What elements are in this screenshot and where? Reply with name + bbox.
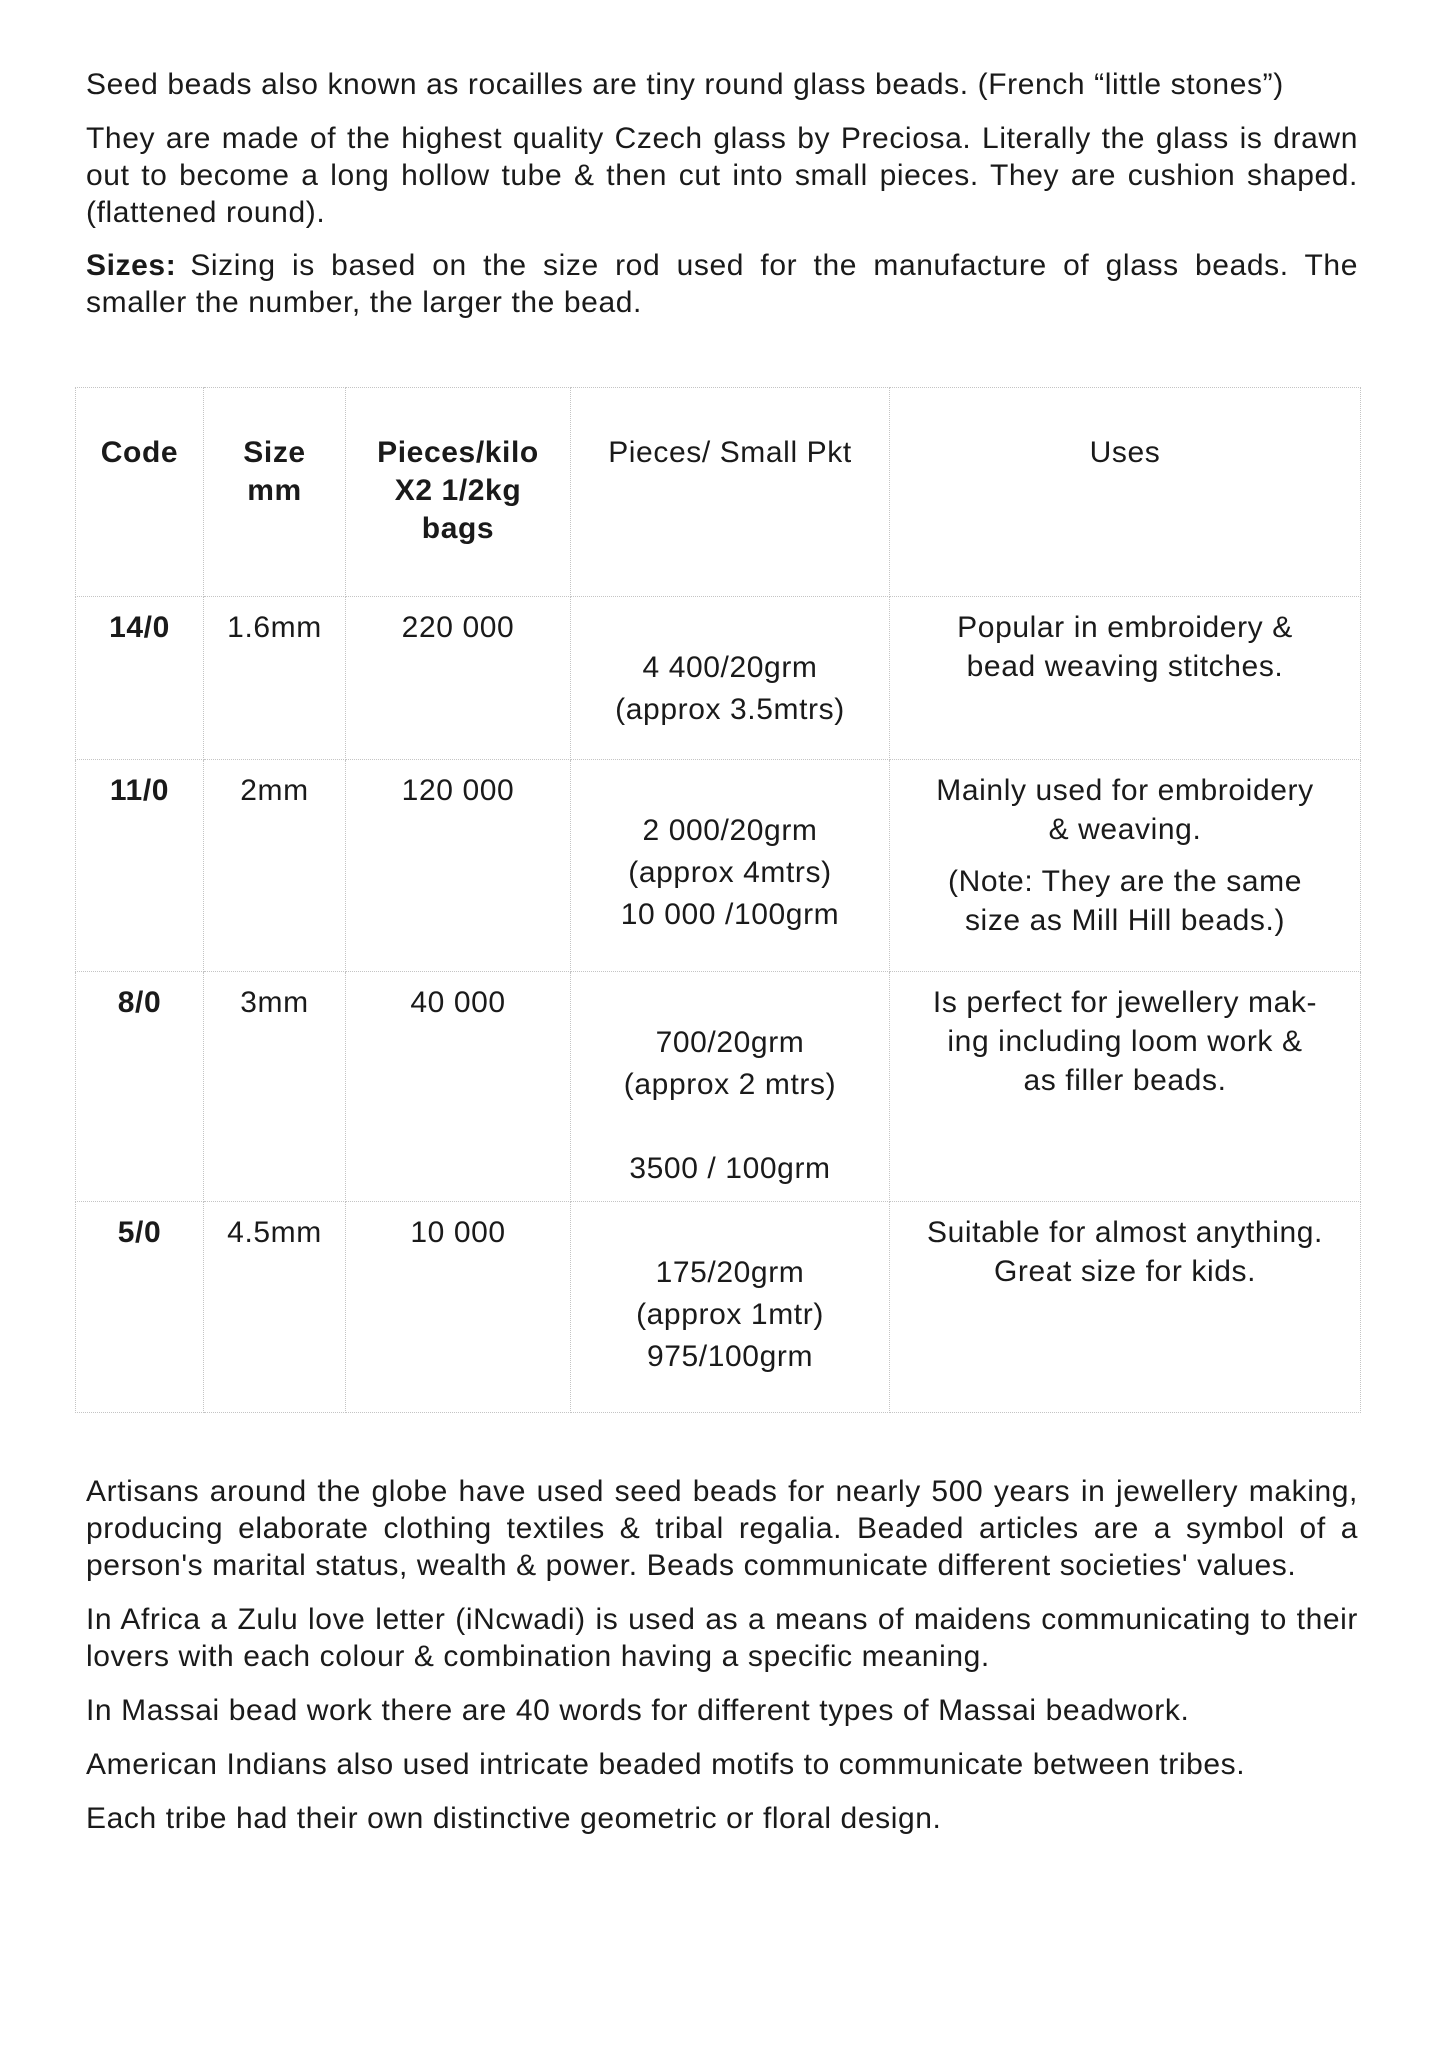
uses-line: size as Mill Hill beads.) [964, 904, 1286, 937]
pkt-line: 3500 / 100grm [629, 1152, 831, 1185]
intro-paragraph-1: Seed beads also known as rocailles are tiny round glass beads. (French “little stones”) [86, 68, 1284, 101]
size-cell: 1.6mm [204, 597, 346, 760]
uses-cell [890, 760, 1361, 972]
pkt-line: 700/20grm [655, 1026, 805, 1059]
code-cell: 8/0 [76, 972, 204, 1202]
pkt-line: (approx 2 mtrs) [623, 1068, 837, 1101]
table-row [76, 760, 1361, 972]
small-pkt-cell [571, 972, 890, 1202]
uses-line: as filler beads. [1023, 1064, 1227, 1097]
column-header-pieces-kilo [346, 388, 571, 597]
size-cell: 2mm [204, 760, 346, 972]
sizes-paragraph [86, 247, 1358, 321]
small-pkt-cell [571, 760, 890, 972]
uses-line: Is perfect for jewellery mak- [932, 986, 1318, 1019]
pkt-line: 4 400/20grm [642, 651, 818, 684]
column-header-small-pkt: Pieces/ Small Pkt [571, 388, 890, 597]
column-header-pieces-kilo-line2: X2 1/2kg [394, 474, 522, 507]
uses-line: & weaving. [1048, 813, 1202, 846]
table-row [76, 597, 1361, 760]
size-cell: 4.5mm [204, 1202, 346, 1413]
uses-line: ing including loom work & [947, 1025, 1303, 1058]
pkt-line: 975/100grm [646, 1340, 814, 1373]
pieces-kilo-cell: 220 000 [346, 597, 571, 760]
column-header-size-line1: Size [243, 436, 306, 469]
small-pkt-cell [571, 597, 890, 760]
outro-paragraph-4: American Indians also used intricate beaded motifs to communicate between tribes. [86, 1748, 1246, 1781]
uses-cell [890, 972, 1361, 1202]
sizes-text: Sizing is based on the size rod used for the manufacture of glass beads. The smaller the number, the larger the bead. [86, 249, 1358, 319]
column-header-uses: Uses [890, 388, 1361, 597]
column-header-size-line2: mm [247, 474, 302, 507]
column-header-pieces-kilo-line3: bags [421, 512, 495, 545]
uses-line: bead weaving stitches. [966, 650, 1284, 683]
pkt-line: 175/20grm [655, 1256, 805, 1289]
pkt-line: (approx 1mtr) [636, 1298, 824, 1331]
bead-sizes-table [75, 387, 1361, 1413]
uses-cell [890, 1202, 1361, 1413]
uses-line: Mainly used for embroidery [936, 774, 1314, 807]
pkt-line: 2 000/20grm [642, 814, 818, 847]
intro-paragraph-2: They are made of the highest quality Czech glass by Preciosa. Literally the glass is drawn out to become a long hollow tube & then cut into small pieces. They are cushion shaped. (flattened round). [86, 122, 1358, 229]
column-header-pieces-kilo-line1: Pieces/kilo [377, 436, 539, 469]
outro-paragraph-5: Each tribe had their own distinctive geometric or floral design. [86, 1802, 942, 1835]
outro-paragraph-3: In Massai bead work there are 40 words for different types of Massai beadwork. [86, 1694, 1190, 1727]
uses-line: Suitable for almost anything. [927, 1216, 1323, 1249]
uses-cell [890, 597, 1361, 760]
sizes-label: Sizes: [86, 249, 177, 282]
code-cell: 11/0 [76, 760, 204, 972]
pkt-line: (approx 3.5mtrs) [615, 693, 845, 726]
table-row [76, 972, 1361, 1202]
pkt-line: (approx 4mtrs) [628, 856, 832, 889]
pieces-kilo-cell: 40 000 [346, 972, 571, 1202]
uses-line: Popular in embroidery & [957, 611, 1293, 644]
pieces-kilo-cell: 120 000 [346, 760, 571, 972]
uses-line: (Note: They are the same [947, 865, 1302, 898]
pkt-line: 10 000 /100grm [620, 898, 840, 931]
table-row [76, 1202, 1361, 1413]
table-header-row [76, 388, 1361, 597]
outro-paragraph-1: Artisans around the globe have used seed beads for nearly 500 years in jewellery making, producing elaborate clothing textiles & tribal regalia. Beaded articles are a symbol of a person's marital status, wealth & power. Beads communicate different societies' values. [86, 1475, 1358, 1582]
outro-paragraph-2: In Africa a Zulu love letter (iNcwadi) is used as a means of maidens communicating to their lovers with each colour & combination having a specific meaning. [86, 1603, 1358, 1673]
size-cell: 3mm [204, 972, 346, 1202]
pieces-kilo-cell: 10 000 [346, 1202, 571, 1413]
code-cell: 5/0 [76, 1202, 204, 1413]
column-header-size [204, 388, 346, 597]
uses-line: Great size for kids. [993, 1255, 1257, 1288]
column-header-code: Code [76, 388, 204, 597]
code-cell: 14/0 [76, 597, 204, 760]
small-pkt-cell [571, 1202, 890, 1413]
